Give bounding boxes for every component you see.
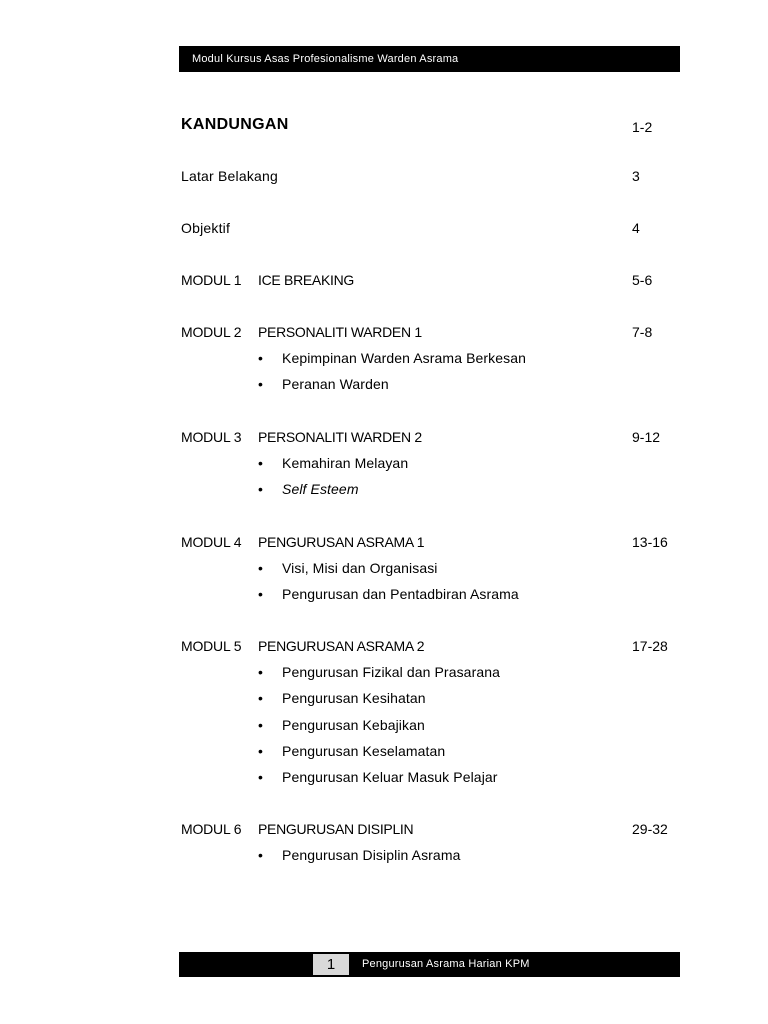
modul-2-item: Peranan Warden bbox=[282, 376, 389, 392]
modul-5-item: Pengurusan Keluar Masuk Pelajar bbox=[282, 769, 498, 785]
modul-4-item: Pengurusan dan Pentadbiran Asrama bbox=[282, 586, 519, 602]
modul-3-page: 9-12 bbox=[632, 429, 661, 445]
toc-title-page: 1-2 bbox=[632, 119, 653, 135]
modul-6-label: MODUL 6 bbox=[181, 821, 242, 837]
modul-4-page: 13-16 bbox=[632, 534, 668, 550]
modul-6-item: Pengurusan Disiplin Asrama bbox=[282, 847, 461, 863]
bullet-icon: • bbox=[258, 455, 263, 471]
modul-6-page: 29-32 bbox=[632, 821, 668, 837]
modul-3-title: PERSONALITI WARDEN 2 bbox=[258, 429, 422, 445]
modul-1-title: ICE BREAKING bbox=[258, 272, 354, 288]
modul-5-item: Pengurusan Keselamatan bbox=[282, 743, 446, 759]
modul-1-label: MODUL 1 bbox=[181, 272, 242, 288]
footer-title: Pengurusan Asrama Harian KPM bbox=[362, 958, 530, 970]
bullet-icon: • bbox=[258, 847, 263, 863]
modul-6-title: PENGURUSAN DISIPLIN bbox=[258, 821, 414, 837]
bullet-icon: • bbox=[258, 481, 263, 497]
bullet-icon: • bbox=[258, 743, 263, 759]
modul-5-label: MODUL 5 bbox=[181, 638, 242, 654]
bullet-icon: • bbox=[258, 586, 263, 602]
toc-entry-objektif: Objektif bbox=[181, 220, 231, 236]
modul-3-item: Kemahiran Melayan bbox=[282, 455, 409, 471]
toc-entry-latar-belakang: Latar Belakang bbox=[181, 168, 278, 184]
modul-5-page: 17-28 bbox=[632, 638, 668, 654]
modul-5-item: Pengurusan Kebajikan bbox=[282, 717, 425, 733]
header-title: Modul Kursus Asas Profesionalisme Warden Asrama bbox=[192, 53, 459, 65]
bullet-icon: • bbox=[258, 376, 263, 392]
modul-2-label: MODUL 2 bbox=[181, 324, 242, 340]
toc-entry-latar-belakang-page: 3 bbox=[632, 168, 640, 184]
modul-3-label: MODUL 3 bbox=[181, 429, 242, 445]
modul-4-label: MODUL 4 bbox=[181, 534, 242, 550]
bullet-icon: • bbox=[258, 717, 263, 733]
toc-title: KANDUNGAN bbox=[181, 116, 289, 133]
bullet-icon: • bbox=[258, 560, 263, 576]
modul-2-title: PERSONALITI WARDEN 1 bbox=[258, 324, 422, 340]
modul-3-item: Self Esteem bbox=[282, 481, 359, 497]
page-header bbox=[179, 46, 680, 72]
modul-5-item: Pengurusan Kesihatan bbox=[282, 690, 426, 706]
bullet-icon: • bbox=[258, 664, 263, 680]
modul-2-page: 7-8 bbox=[632, 324, 653, 340]
bullet-icon: • bbox=[258, 769, 263, 785]
modul-5-title: PENGURUSAN ASRAMA 2 bbox=[258, 638, 425, 654]
modul-2-item: Kepimpinan Warden Asrama Berkesan bbox=[282, 350, 527, 366]
bullet-icon: • bbox=[258, 350, 263, 366]
modul-4-item: Visi, Misi dan Organisasi bbox=[282, 560, 438, 576]
modul-4-title: PENGURUSAN ASRAMA 1 bbox=[258, 534, 425, 550]
bullet-icon: • bbox=[258, 690, 263, 706]
modul-1-page: 5-6 bbox=[632, 272, 653, 288]
modul-5-item: Pengurusan Fizikal dan Prasarana bbox=[282, 664, 500, 680]
footer-page-number: 1 bbox=[313, 954, 349, 975]
toc-entry-objektif-page: 4 bbox=[632, 220, 640, 236]
